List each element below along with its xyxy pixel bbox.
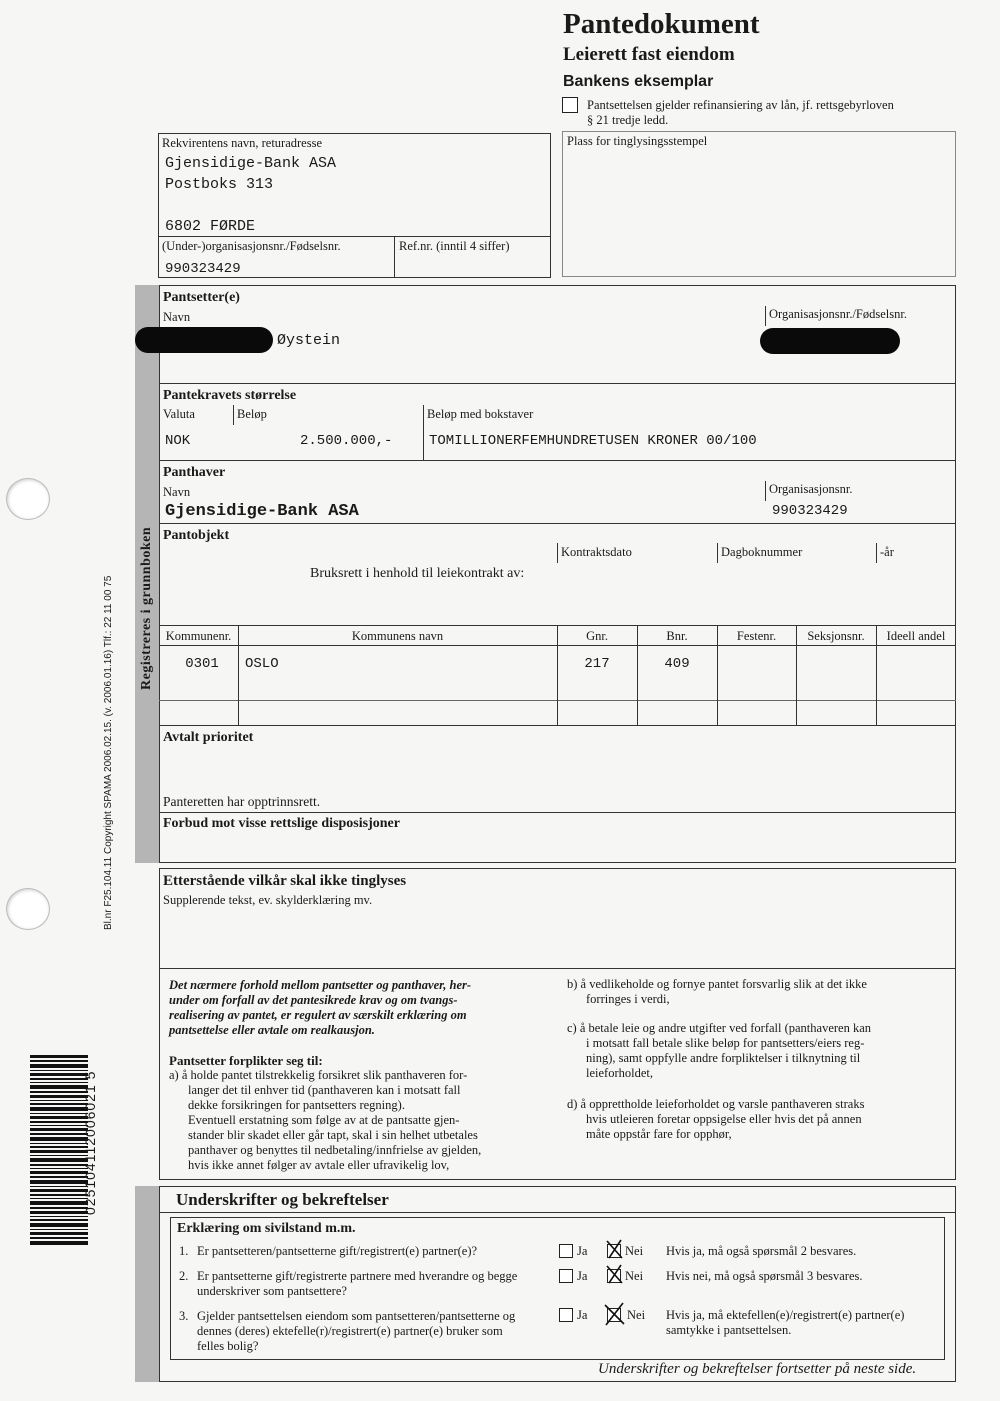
question-2-check-mark — [603, 1263, 625, 1285]
obligation-a-line: hvis ikke annet følger av avtale eller ufravikelig lov, — [188, 1158, 450, 1172]
question-2-number: 2. — [179, 1269, 189, 1283]
pledger-name: Øystein — [277, 332, 341, 349]
obligations-title: Pantsetter forplikter seg til: — [169, 1053, 323, 1068]
refinance-text-line1: Pantsettelsen gjelder refinansiering av lån, jf. rettsgebyrloven — [587, 98, 894, 112]
civil-status-title: Erklæring om sivilstand m.m. — [177, 1221, 356, 1236]
refinance-checkbox[interactable] — [562, 97, 578, 113]
pledger-name-label: Navn — [163, 310, 191, 324]
obligation-a-line: stander blir skadet eller går tapt, skal i sin helhet utbetales — [188, 1128, 478, 1142]
obligation-c-line: leieforholdet, — [586, 1066, 653, 1080]
question-1-note — [666, 1244, 936, 1259]
obligation-a-line: langer det til enhver tid (panthaveren kan i motsatt fall — [188, 1083, 461, 1097]
barcode-number: 025104112006021 5 — [82, 1070, 98, 1215]
holder-org-number: 990323429 — [772, 503, 848, 519]
obligation-d-line: måte oppstår fare for opphør, — [586, 1127, 732, 1141]
divider-holder — [159, 460, 956, 461]
object-description: Bruksrett i henhold til leiekontrakt av: — [310, 566, 525, 581]
claim-words-label: Beløp med bokstaver — [427, 407, 534, 421]
terms-italic-line: pantsettelse eller avtale om realkausjon. — [169, 1023, 375, 1037]
requester-postal: 6802 FØRDE — [165, 218, 256, 235]
object-section-title: Pantobjekt — [163, 528, 230, 543]
obligation-c-line: i motsatt fall betale slike beløp for pantsetters/eiers reg- — [586, 1036, 865, 1050]
obligation-item-a — [169, 1068, 539, 1173]
obligation-a-line: panthaver og benyttes til nedbetaling/innfrielse av gjelden, — [188, 1143, 482, 1157]
bank-copy-label: Bankens eksemplar — [563, 73, 714, 90]
question-1-check-mark — [603, 1238, 625, 1260]
table-cell-kommunenavn: OSLO — [245, 656, 279, 672]
question-3-check-mark — [601, 1301, 627, 1327]
table-header-kommunenavn: Kommunens navn — [351, 629, 444, 643]
document-subtitle: Leierett fast eiendom — [563, 44, 735, 65]
table-cell-gnr: 217 — [584, 656, 610, 672]
question-2-note-line: Hvis nei, må også spørsmål 3 besvares. — [666, 1269, 863, 1283]
requester-name: Gjensidige-Bank ASA — [165, 155, 337, 172]
obligation-item-b — [567, 977, 937, 1007]
signatures-side-bar — [135, 1186, 160, 1382]
question-3-line: dennes (deres) ektefelle(r)/registrert(e) partner(e) bruker som — [197, 1324, 503, 1338]
table-header-seksjonsnr: Seksjonsnr. — [807, 629, 865, 643]
question-3-number: 3. — [179, 1309, 189, 1323]
claim-words: TOMILLIONERFEMHUNDRETUSEN KRONER 00/100 — [429, 433, 757, 449]
claim-amount-label: Beløp — [237, 407, 267, 421]
obligation-d-line: d) å opprettholde leieforholdet og varsle panthaveren straks — [567, 1097, 865, 1111]
priority-section-title: Avtalt prioritet — [163, 730, 254, 745]
table-header-kommunenr: Kommunenr. — [165, 629, 232, 643]
refinance-text — [587, 98, 937, 128]
obligation-item-c — [567, 1021, 937, 1081]
question-3-note-line: samtykke i pantsettelsen. — [666, 1323, 792, 1337]
question-2-line: underskriver som pantsettere? — [197, 1284, 347, 1298]
terms-italic-line: under om forfall av det pantesikrede krav og om tvangs- — [169, 993, 458, 1007]
question-2-text — [197, 1269, 552, 1299]
question-2-no-label: Nei — [625, 1269, 644, 1283]
holder-name-label: Navn — [163, 485, 191, 499]
refinance-text-line2: § 21 tredje ledd. — [587, 113, 669, 127]
claim-currency-label: Valuta — [163, 407, 195, 421]
obligation-c-line: ning), samt oppfylle andre forpliktelser i tilknytning til — [586, 1051, 861, 1065]
signatures-footer: Underskrifter og bekreftelser fortsetter på neste side. — [598, 1361, 917, 1377]
form-number-margin-text: Bl.nr F25.104.11 Copyright SPAMA 2006.02.15. (v. 2006.01.16) Tlf.: 22 11 00 75 — [103, 575, 114, 930]
claim-currency: NOK — [165, 433, 191, 449]
question-1-note-line: Hvis ja, må også spørsmål 2 besvares. — [666, 1244, 857, 1258]
holder-org-divider — [765, 481, 766, 501]
question-3-note-line: Hvis ja, må ektefellen(e)/registrert(e) partner(e) — [666, 1308, 905, 1322]
table-header-bnr: Bnr. — [666, 629, 688, 643]
question-2-yes-checkbox[interactable] — [559, 1269, 573, 1283]
table-header-festenr: Festenr. — [736, 629, 777, 643]
side-label: Registreres i grunnboken — [139, 526, 154, 690]
holder-name: Gjensidige-Bank ASA — [165, 502, 359, 521]
stamp-label: Plass for tinglysingsstempel — [567, 134, 708, 148]
holder-section-title: Panthaver — [163, 465, 226, 480]
question-2-yes-label: Ja — [577, 1269, 588, 1283]
question-1-text — [197, 1244, 552, 1259]
question-1-yes-checkbox[interactable] — [559, 1244, 573, 1258]
table-cell-bnr: 409 — [664, 656, 690, 672]
signatures-title-line — [159, 1212, 956, 1213]
table-header-gnr: Gnr. — [586, 629, 608, 643]
pledger-org-label: Organisasjonsnr./Fødselsnr. — [769, 307, 907, 321]
stamp-area — [562, 131, 956, 277]
requester-ref-divider — [394, 236, 395, 278]
divider-object — [159, 523, 956, 524]
claim-words-divider — [423, 405, 424, 460]
question-1-line: Er pantsetteren/pantsetterne gift/registrert(e) partner(e)? — [197, 1244, 478, 1258]
obligation-a-line: a) å holde pantet tilstrekkelig forsikret slik panthaveren for- — [169, 1068, 468, 1082]
requester-address: Postboks 313 — [165, 176, 274, 193]
question-1-number: 1. — [179, 1244, 189, 1258]
divider-claim — [159, 383, 956, 384]
pledger-org-divider — [765, 306, 766, 326]
question-3-note — [666, 1308, 941, 1338]
question-3-line: felles bolig? — [197, 1339, 259, 1353]
signatures-section-title: Underskrifter og bekreftelser — [176, 1190, 389, 1209]
obligation-c-line: c) å betale leie og andre utgifter ved forfall (panthaveren kan — [567, 1021, 872, 1035]
requester-org-number: 990323429 — [165, 261, 241, 277]
terms-italic-paragraph — [169, 978, 539, 1038]
redacted-pledger-id — [760, 328, 900, 354]
table-header-ideell-andel: Ideell andel — [886, 629, 946, 643]
object-journal-divider — [717, 543, 718, 563]
question-1-no-label: Nei — [625, 1244, 644, 1258]
punch-hole-top — [6, 478, 50, 520]
obligation-a-line: Eventuell erstatning som følge av at de pantsatte gjen- — [188, 1113, 460, 1127]
holder-org-label: Organisasjonsnr. — [769, 482, 853, 496]
question-1-yes-label: Ja — [577, 1244, 588, 1258]
question-3-yes-label: Ja — [577, 1308, 588, 1322]
requester-label: Rekvirentens navn, returadresse — [162, 136, 323, 150]
obligation-d-line: hvis utleieren foretar oppsigelse eller hvis det på annen — [586, 1112, 862, 1126]
terms-section-title: Etterstående vilkår skal ikke tinglyses — [163, 873, 407, 889]
divider-priority — [159, 725, 956, 726]
claim-amount: 2.500.000,- — [300, 433, 393, 449]
object-year-divider — [876, 543, 877, 563]
pledger-section-title: Pantsetter(e) — [163, 290, 240, 305]
punch-hole-bottom — [6, 888, 50, 930]
terms-divider — [159, 968, 956, 969]
requester-ref-label: Ref.nr. (inntil 4 siffer) — [399, 239, 510, 253]
table-cell-kommunenr: 0301 — [185, 656, 219, 672]
question-2-line: Er pantsetterne gift/registrerte partnere med hverandre og begge — [197, 1269, 518, 1283]
barcode — [30, 1055, 88, 1245]
terms-italic-line: realisering av pantet, er regulert av særskilt erklæring om — [169, 1008, 467, 1022]
question-3-no-label: Nei — [627, 1308, 646, 1322]
question-3-line: Gjelder pantsettelsen eiendom som pantsetteren/pantsetterne og — [197, 1309, 516, 1323]
prohibition-section-title: Forbud mot visse rettslige disposisjoner — [163, 816, 400, 831]
redacted-pledger-name — [135, 327, 273, 353]
document-title: Pantedokument — [563, 8, 760, 40]
terms-subtitle: Supplerende tekst, ev. skylderklæring mv. — [163, 893, 373, 907]
object-date-divider — [557, 543, 558, 563]
obligation-b-line: forringes i verdi, — [586, 992, 670, 1006]
question-3-text — [197, 1309, 552, 1354]
priority-text: Panteretten har opptrinnsrett. — [163, 794, 321, 809]
claim-amount-divider — [233, 405, 234, 425]
requester-divider — [158, 236, 551, 237]
object-year-label: -år — [880, 545, 894, 559]
question-2-note — [666, 1269, 936, 1284]
obligation-item-d — [567, 1097, 937, 1142]
requester-org-label: (Under-)organisasjonsnr./Fødselsnr. — [162, 239, 341, 253]
divider-prohibition — [159, 812, 956, 813]
claim-section-title: Pantekravets størrelse — [163, 388, 297, 403]
terms-italic-line: Det nærmere forhold mellom pantsetter og panthaver, her- — [169, 978, 472, 992]
obligation-a-line: dekke forsikringen for pantsetters regning). — [188, 1098, 405, 1112]
registration-box — [135, 285, 956, 863]
obligation-b-line: b) å vedlikeholde og fornye pantet forsvarlig slik at det ikke — [567, 977, 867, 991]
object-contract-date-label: Kontraktsdato — [561, 545, 632, 559]
question-3-yes-checkbox[interactable] — [559, 1308, 573, 1322]
object-journal-label: Dagboknummer — [721, 545, 803, 559]
